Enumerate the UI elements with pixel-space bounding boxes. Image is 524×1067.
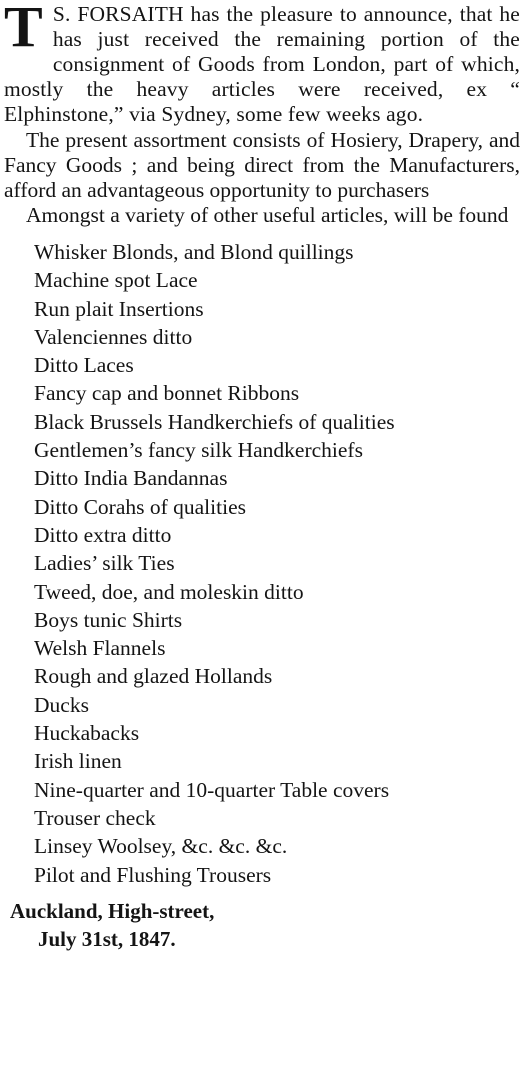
list-item: Black Brussels Handkerchiefs of qualities [34,409,395,434]
list-item: Pilot and Flushing Trousers [34,862,272,887]
list-item: Ladies’ silk Ties [34,551,175,576]
list-item: Linsey Woolsey, &c. &c. &c. [34,834,288,859]
intro-text: S. FORSAITH has the pleasure to announce, that he has just received the remaining portion of the consignment of Goods from London, part of which, mostly the heavy articles were received, ex “ Elphinstone,” via Sydney, some few weeks ago. [4,2,520,126]
list-item: Fancy cap and bonnet Ribbons [34,381,300,406]
place-line: Auckland, High-street, [10,898,215,923]
article-list [4,238,520,889]
list-item: Trouser check [34,805,156,830]
date-line: July 31st, 1847. [38,926,176,951]
list-item: Boys tunic Shirts [34,607,183,632]
list-item: Welsh Flannels [34,636,166,661]
articles-intro-paragraph: Amongst a variety of other useful articles, will be found [26,203,509,227]
list-item: Rough and glazed Hollands [34,664,273,689]
list-item: Ditto Corahs of qualities [34,494,246,519]
list-item: Irish linen [34,749,122,774]
list-item: Run plait Insertions [34,296,204,321]
newspaper-advertisement [4,2,520,953]
list-item: Ditto India Bandannas [34,466,228,491]
list-item: Huckabacks [34,721,140,746]
assortment-paragraph: The present assortment consists of Hosiery, Drapery, and Fancy Goods ; and being direct from the Manufacturers, afford an advantageous opportunity to purchasers [4,128,520,202]
list-item: Valenciennes ditto [34,324,193,349]
signature-block [4,897,520,953]
list-item: Machine spot Lace [34,268,198,293]
list-item: Ditto Laces [34,353,134,378]
list-item: Whisker Blonds, and Blond quillings [34,240,354,264]
intro-paragraph [4,2,520,127]
list-item: Nine-quarter and 10-quarter Table covers [34,777,390,802]
list-item: Ditto extra ditto [34,522,172,547]
list-item: Gentlemen’s fancy silk Handkerchiefs [34,438,363,463]
list-item: Tweed, doe, and moleskin ditto [34,579,304,604]
drop-cap-letter: T [4,0,43,59]
list-item: Ducks [34,692,89,717]
